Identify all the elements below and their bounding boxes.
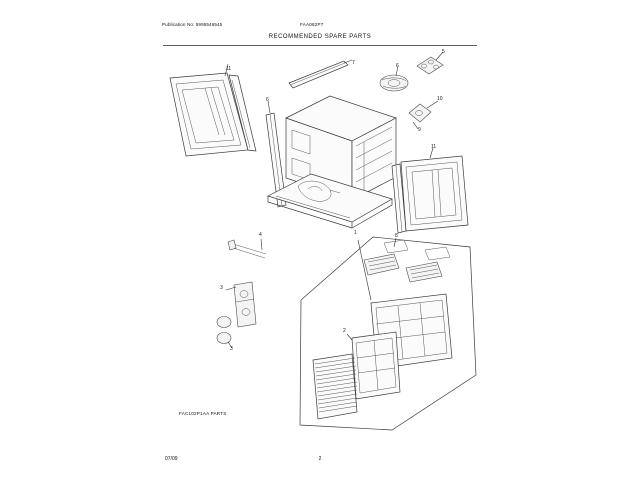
part-4-screw bbox=[228, 239, 266, 258]
part-11-left-side-curtain bbox=[170, 64, 256, 156]
footer-date: 07/09 bbox=[165, 456, 178, 462]
part-6-fan-blade bbox=[380, 66, 408, 91]
part-3-knobs bbox=[217, 317, 232, 349]
page-title: RECOMMENDED SPARE PARTS bbox=[268, 34, 372, 40]
part-10-mounting-bracket bbox=[409, 101, 438, 122]
part-7-top-trim-rail bbox=[289, 60, 352, 88]
callout-6-top: 6 bbox=[396, 63, 399, 69]
callout-10: 10 bbox=[437, 96, 443, 102]
callout-4: 4 bbox=[259, 232, 262, 238]
callout-2: 2 bbox=[343, 328, 346, 334]
callout-3-knobs: 3 bbox=[230, 346, 233, 352]
footer-page-number: 2 bbox=[318, 456, 322, 462]
callout-5: 5 bbox=[442, 49, 445, 55]
parts-model-label: FAC102P1AA PARTS bbox=[179, 411, 227, 416]
part-air-filter bbox=[313, 354, 357, 419]
publication-number: Publication No: 5995546545 bbox=[162, 22, 223, 27]
model-number: FAA082P7 bbox=[300, 22, 324, 27]
callout-6-left: 6 bbox=[266, 97, 269, 103]
callout-8: 8 bbox=[395, 233, 398, 239]
air-conditioner-chassis bbox=[268, 96, 396, 228]
callout-3-plate: 3 bbox=[220, 285, 223, 291]
part-8-air-deflectors bbox=[364, 238, 450, 282]
callout-11-left: 11 bbox=[226, 66, 232, 72]
callout-11-right: 11 bbox=[431, 144, 437, 150]
part-5-control-panel bbox=[417, 52, 443, 74]
callout-7: 7 bbox=[352, 60, 355, 66]
callout-9: 9 bbox=[418, 127, 421, 133]
part-11-right-side-curtain bbox=[392, 148, 468, 233]
callout-1: 1 bbox=[354, 230, 357, 236]
